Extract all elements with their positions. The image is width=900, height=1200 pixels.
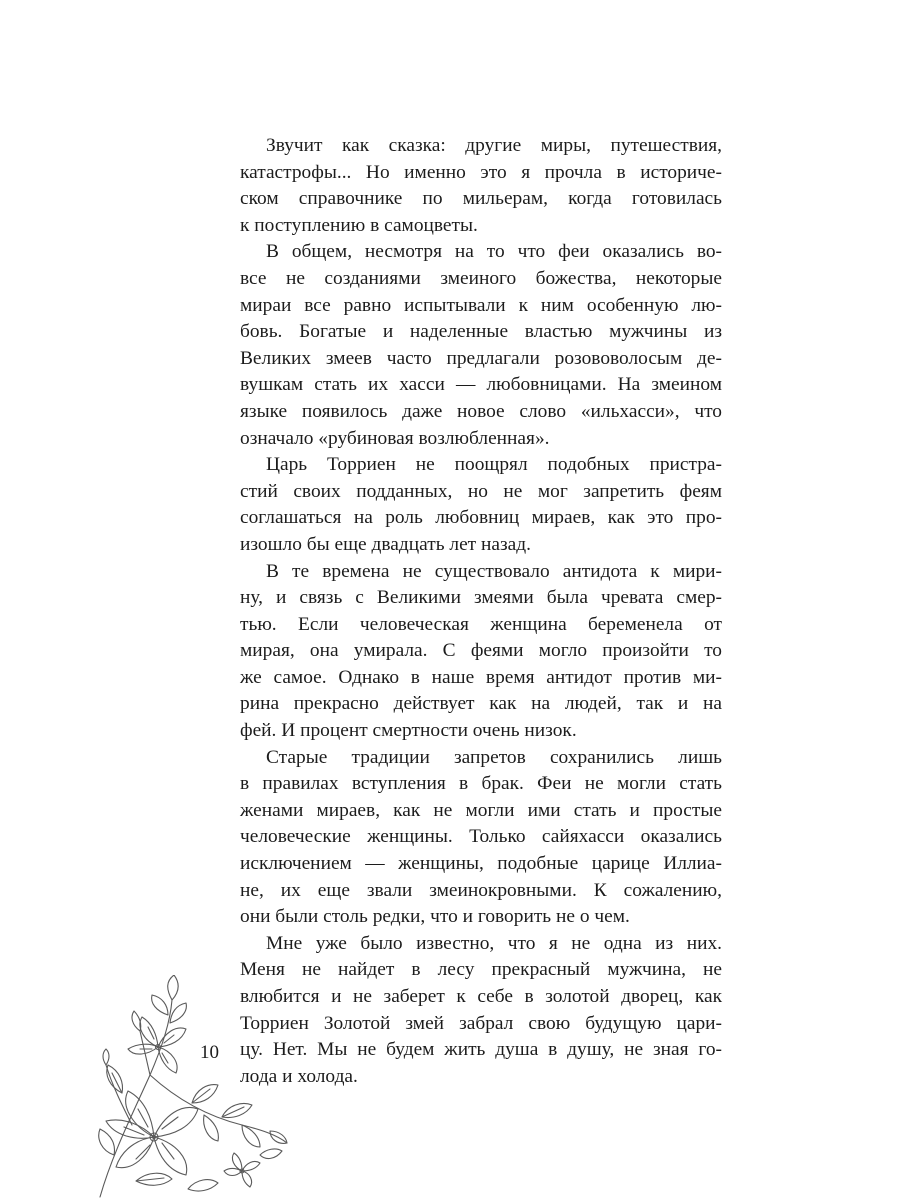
text-line: ну, и связь с Великими змеями была чревата смер-	[240, 587, 722, 609]
text-line: лода и холода.	[240, 1065, 358, 1087]
paragraph	[240, 133, 722, 239]
text-line: тью. Если человеческая женщина беременела от	[240, 613, 722, 635]
text-line: мираи все равно испытывали к ним особенную лю-	[240, 294, 722, 316]
text-line: они были столь редки, что и говорить не о чем.	[240, 906, 630, 928]
text-line: Звучит как сказка: другие миры, путешествия,	[266, 135, 722, 156]
text-line: бовь. Богатые и наделенные властью мужчины из	[240, 321, 722, 343]
paragraph	[240, 452, 722, 558]
text-line: В те времена не существовало антидота к мири-	[266, 560, 722, 582]
text-line: Мне уже было известно, что я не одна из них.	[266, 932, 722, 954]
text-line: рина прекрасно действует как на людей, так и на	[240, 693, 722, 715]
text-line: катастрофы... Но именно это я прочла в историче-	[240, 161, 722, 183]
body-text	[240, 133, 722, 1090]
text-line: ском справочнике по мильерам, когда готовилась	[240, 188, 722, 210]
text-line: вушкам стать их хасси — любовницами. На змеином	[240, 374, 722, 396]
text-line: Меня не найдет в лесу прекрасный мужчина, не	[240, 959, 722, 981]
text-line: человеческие женщины. Только сайяхасси оказались	[240, 826, 722, 848]
text-line: к поступлению в самоцветы.	[240, 214, 478, 236]
text-line: же самое. Однако в наше время антидот против ми-	[240, 666, 722, 688]
paragraph	[240, 931, 722, 1091]
text-line: соглашаться на роль любовниц мираев, как это про-	[240, 507, 722, 529]
text-line: все не созданиями змеиного божества, некоторые	[240, 267, 722, 289]
paragraph	[240, 239, 722, 452]
text-line: в правилах вступления в брак. Феи не могли стать	[240, 773, 722, 795]
paragraph	[240, 559, 722, 745]
page-number: 10	[200, 1042, 219, 1063]
text-line: В общем, несмотря на то что феи оказались во-	[266, 241, 722, 263]
text-line: стий своих подданных, но не мог запретить феям	[240, 480, 722, 502]
text-line: женами мираев, как не могли ими стать и простые	[240, 799, 722, 821]
text-line: языке появилось даже новое слово «ильхасси», что	[240, 400, 722, 422]
text-line: Старые традиции запретов сохранились лишь	[266, 746, 722, 768]
text-line: фей. И процент смертности очень низок.	[240, 720, 577, 742]
text-line: Великих змеев часто предлагали розововолосым де-	[240, 347, 722, 369]
paragraph	[240, 745, 722, 931]
text-line: Царь Торриен не поощрял подобных пристра-	[266, 454, 722, 476]
text-line: влюбится и не заберет к себе в золотой дворец, как	[240, 986, 722, 1007]
text-line: изошло бы еще двадцать лет назад.	[240, 533, 531, 555]
text-line: мирая, она умирала. С феями могло произойти то	[240, 640, 722, 662]
text-line: исключением — женщины, подобные царице Иллиа-	[240, 853, 722, 875]
text-line: цу. Нет. Мы не будем жить душа в душу, не зная го-	[240, 1039, 722, 1061]
text-line: означало «рубиновая возлюбленная».	[240, 427, 550, 449]
text-line: не, их еще звали змеинокровными. К сожалению,	[240, 879, 722, 901]
text-line: Торриен Золотой змей забрал свою будущую цари-	[240, 1012, 722, 1034]
floral-corner-ornament-icon	[92, 975, 292, 1200]
